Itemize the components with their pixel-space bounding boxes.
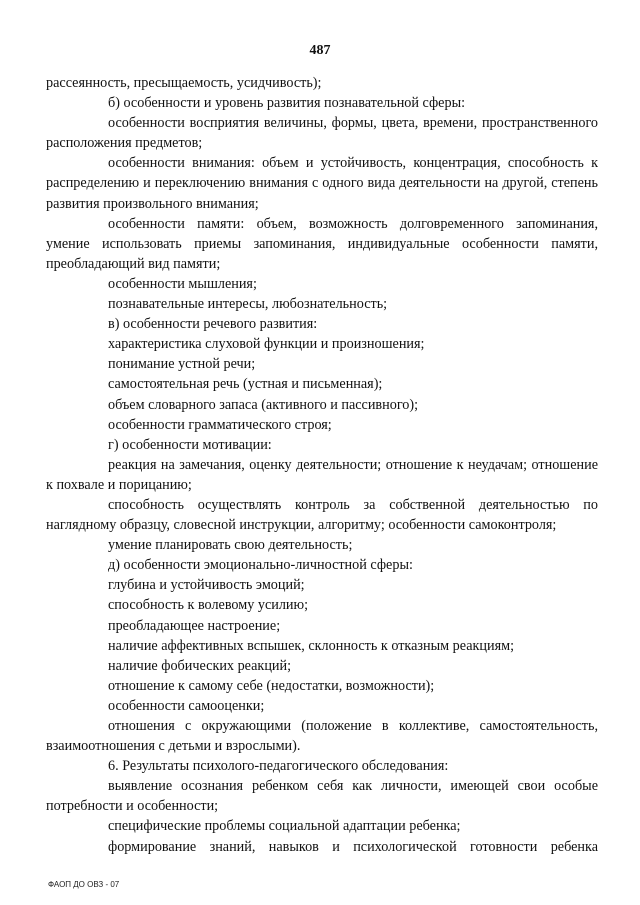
paragraph: особенности мышления; [108, 275, 257, 292]
paragraph: особенности памяти: объем, возможность долговременного запоминания, умение использовать приемы запоминания, индивидуальные особенности памяти, преобладающий вид памяти; [46, 215, 598, 272]
paragraph: особенности грамматического строя; [108, 416, 332, 433]
paragraph: отношения с окружающими (положение в коллективе, самостоятельность, взаимоотношения с детьми и взрослыми). [46, 718, 598, 755]
paragraph: формирование знаний, навыков и психологической готовности ребенка [108, 838, 598, 855]
paragraph: умение планировать свою деятельность; [108, 537, 353, 554]
paragraph: самостоятельная речь (устная и письменная); [108, 376, 383, 393]
paragraph: познавательные интересы, любознательность; [108, 296, 388, 313]
paragraph: рассеянность, пресыщаемость, усидчивость); [46, 75, 322, 91]
paragraph: б) особенности и уровень развития познавательной сферы: [108, 95, 466, 112]
paragraph: г) особенности мотивации: [108, 436, 272, 453]
paragraph: отношение к самому себе (недостатки, возможности); [108, 677, 435, 694]
paragraph: специфические проблемы социальной адаптации ребенка; [108, 818, 461, 835]
paragraph: особенности восприятия величины, формы, цвета, времени, пространственного расположения предметов; [46, 115, 598, 152]
paragraph: выявление осознания ребенком себя как личности, имеющей свои особые потребности и особенности; [46, 778, 598, 815]
paragraph: 6. Результаты психолого-педагогического обследования: [108, 758, 449, 775]
paragraph: способность к волевому усилию; [108, 597, 309, 614]
paragraph: преобладающее настроение; [108, 617, 281, 634]
document-body [46, 73, 598, 857]
paragraph: наличие фобических реакций; [108, 657, 292, 674]
paragraph: в) особенности речевого развития: [108, 316, 318, 333]
paragraph: реакция на замечания, оценку деятельности; отношение к неудачам; отношение к похвале и порицанию; [46, 456, 598, 493]
paragraph: объем словарного запаса (активного и пассивного); [108, 396, 419, 413]
paragraph: наличие аффективных вспышек, склонность к отказным реакциям; [108, 637, 515, 654]
paragraph: понимание устной речи; [108, 356, 256, 373]
page-number: 487 [309, 43, 331, 58]
paragraph: способность осуществлять контроль за собственной деятельностью по наглядному образцу, словесной инструкции, алгоритму; особенности самоконтроля; [46, 496, 598, 534]
footer-document-code: ФАОП ДО ОВЗ - 07 [48, 880, 120, 889]
paragraph: характеристика слуховой функции и произношения; [108, 336, 425, 353]
paragraph: особенности внимания: объем и устойчивость, концентрация, способность к распределению и переключению внимания с одного вида деятельности на другой, степень развития произвольного внимания; [46, 155, 598, 212]
paragraph: особенности самооценки; [108, 697, 265, 714]
paragraph: глубина и устойчивость эмоций; [108, 577, 305, 594]
paragraph: д) особенности эмоционально-личностной сферы: [108, 557, 413, 574]
